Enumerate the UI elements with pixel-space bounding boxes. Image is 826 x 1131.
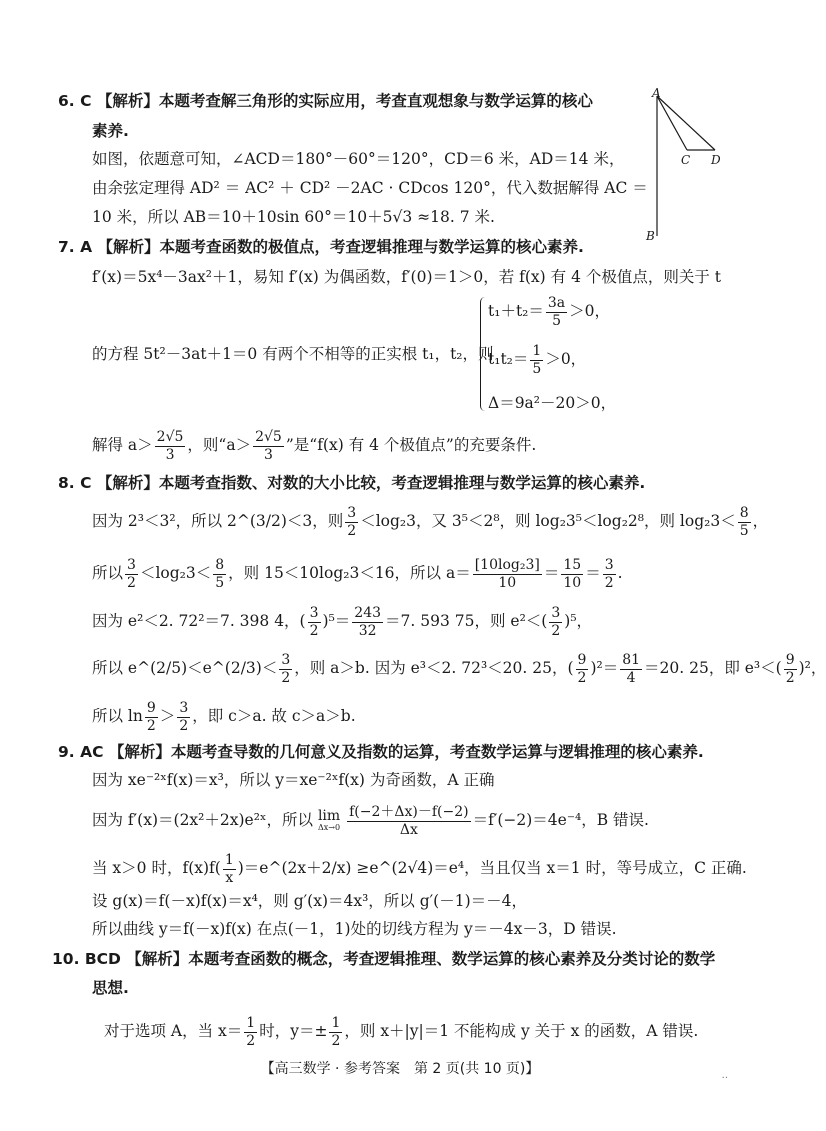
q7-system-eq-3: Δ＝9a²－20＞0，	[488, 394, 617, 412]
q9-line-2: 因为 f′(x)＝(2x²＋2x)e²ˣ，所以 lim Δx→0 $\frac{f(-2+\Delta x)-f(-2)}{\Delta x}$ ＝f′(−2)＝4e⁻⁴，B 错误.	[92, 804, 649, 838]
q9-line-1: 因为 xe⁻²ˣf(x)＝x³，所以 y＝xe⁻²ˣf(x) 为奇函数，A 正确	[92, 771, 495, 789]
q6-heading-cont: 素养.	[92, 122, 129, 140]
corner-mark: ..	[721, 1070, 728, 1081]
q6-line-2: 由余弦定理得 AD² ＝ AC² ＋ CD² －2AC · CDcos 120°，代入数据解得 AC ＝	[92, 179, 648, 197]
q6-line-3: 10 米，所以 AB＝10＋10sin 60°＝10＋5√3 ≈18. 7 米.	[92, 208, 495, 226]
q8-heading: 8. C 【解析】本题考查指数、对数的大小比较，考查逻辑推理与数学运算的核心素养.	[58, 474, 646, 492]
q8-line-1: 因为 2³＜3²，所以 2^(3/2)＜3，则 $\frac{3}{2}$ ＜log₂3，又 3⁵＜2⁸，则 log₂3⁵＜log₂2⁸，则 log₂3＜ $\frac{8}{5}$ ，	[92, 505, 769, 539]
q7-system-eq-1: t₁＋t₂＝ $\frac{3a}{5}$ ＞0，	[488, 295, 611, 329]
q8-line-5: 所以 ln $\frac{9}{2}$ ＞ $\frac{3}{2}$ ，即 c＞a. 故 c＞a＞b.	[92, 700, 356, 734]
q9-line-3: 当 x＞0 时，f(x)f( $\frac{1}{x}$ )＝e^(2x＋2/x) ≥e^(2√4)＝e⁴，当且仅当 x＝1 时，等号成立，C 正确.	[92, 852, 747, 886]
q7-line-3: 解得 a＞ $\frac{2√5}{3}$ ，则“a＞ $\frac{2√5}{3}$ ”是“f(x) 有 4 个极值点”的充要条件.	[92, 429, 537, 463]
q9-line-4: 设 g(x)＝f(－x)f(x)＝x⁴，则 g′(x)＝4x³，所以 g′(－1)＝－4，	[92, 892, 527, 910]
q7-line-1: f′(x)＝5x⁴－3ax²＋1，易知 f′(x) 为偶函数，f′(0)＝1＞0，若 f(x) 有 4 个极值点，则关于 t	[92, 268, 722, 286]
q7-system-eq-2: t₁t₂＝ $\frac{1}{5}$ ＞0，	[488, 343, 587, 377]
q9-heading: 9. AC 【解析】本题考查导数的几何意义及指数的运算，考查数学运算与逻辑推理的核心素养.	[58, 743, 704, 761]
figure-label-d: D	[711, 153, 721, 167]
figure-label-c: C	[681, 153, 691, 167]
q9-line-5: 所以曲线 y＝f(－x)f(x) 在点(－1，1)处的切线方程为 y＝－4x－3，D 错误.	[92, 920, 617, 938]
q8-line-2: 所以 $\frac{3}{2}$ ＜log₂3＜ $\frac{8}{5}$ ，则 15＜10log₂3＜16，所以 a＝ $\frac{\text{[10log₂3]}}{10}$ ＝ $\frac{15}{10}$ ＝ $\frac{3}{2}$ .	[92, 557, 623, 591]
triangle-figure	[645, 88, 735, 248]
q7-heading: 7. A 【解析】本题考查函数的极值点，考查逻辑推理与数学运算的核心素养.	[58, 238, 584, 256]
q7-system-brace	[480, 297, 487, 411]
figure-label-b: B	[646, 229, 655, 243]
q8-line-4: 所以 e^(2/5)＜e^(2/3)＜ $\frac{3}{2}$ ，则 a＞b. 因为 e³＜2. 72³＜20. 25，( $\frac{9}{2}$ )²＝ $\frac{81}{4}$ ＝20. 25，即 e³＜( $\frac{9}{2}$ )²，	[92, 652, 826, 686]
q6-heading: 6. C 【解析】本题考查解三角形的实际应用，考查直观想象与数学运算的核心	[58, 92, 593, 110]
q10-heading-cont: 思想.	[92, 979, 129, 997]
q8-line-3: 因为 e²＜2. 72²＝7. 398 4，( $\frac{3}{2}$ )⁵＝ $\frac{243}{32}$ ＝7. 593 75，则 e²＜( $\frac{3}{2}$ )⁵，	[92, 605, 593, 639]
q6-line-1: 如图，依题意可知，∠ACD＝180°－60°＝120°，CD＝6 米，AD＝14 米，	[92, 150, 625, 168]
q7-line-2: 的方程 5t²－3at＋1＝0 有两个不相等的正实根 t₁，t₂，则	[92, 345, 494, 363]
q10-heading: 10. BCD 【解析】本题考查函数的概念，考查逻辑推理、数学运算的核心素养及分类讨论的数学	[52, 950, 716, 968]
q10-line-1: 对于选项 A，当 x＝ $\frac{1}{2}$ 时，y＝± $\frac{1}{2}$ ，则 x＋|y|＝1 不能构成 y 关于 x 的函数，A 错误.	[104, 1015, 699, 1049]
figure-label-a: A	[652, 86, 661, 100]
page-footer: 【高三数学 · 参考答案 第 2 页(共 10 页)】	[260, 1061, 540, 1077]
